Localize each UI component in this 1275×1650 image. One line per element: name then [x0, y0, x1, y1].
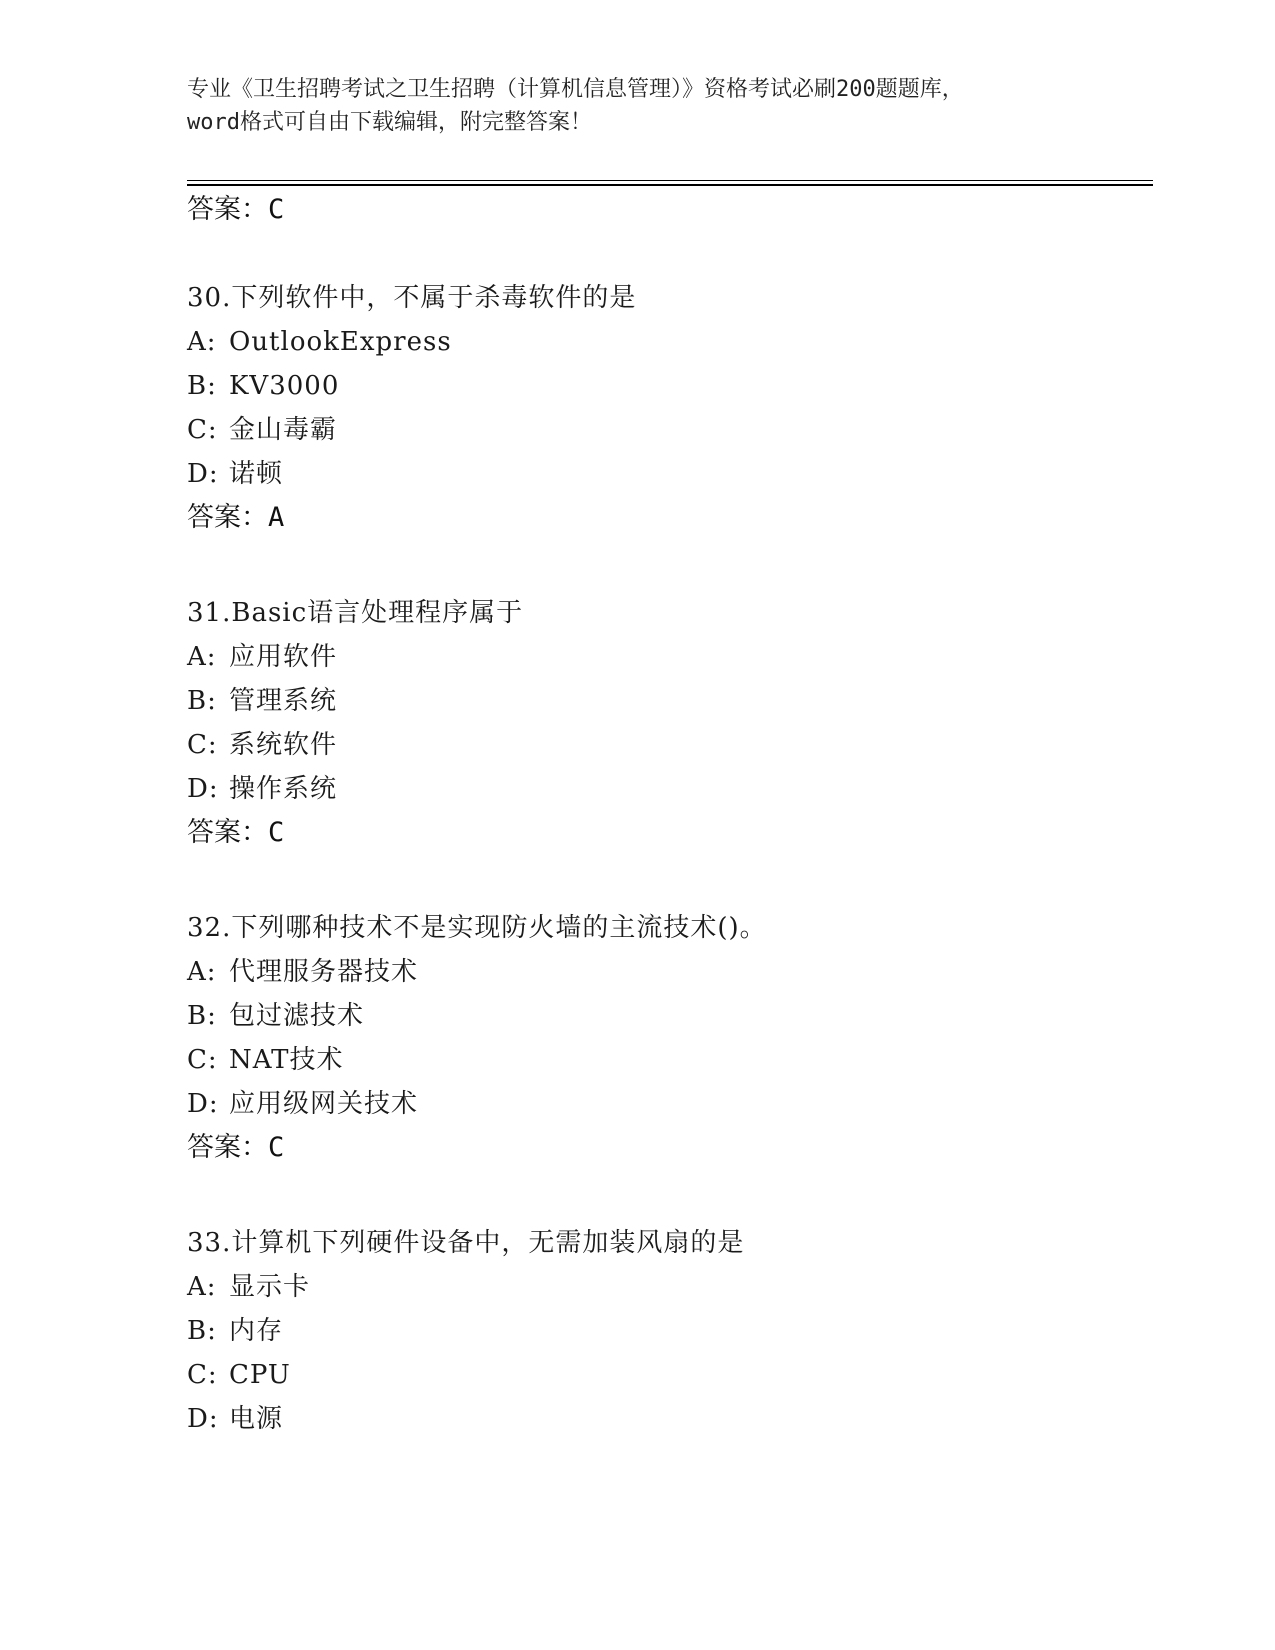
document-header	[187, 73, 1087, 139]
question-32-option-c: C: NAT技术	[187, 1045, 344, 1075]
question-31-option-d: D: 操作系统	[187, 774, 338, 804]
answer-31: 答案：C	[187, 817, 285, 848]
question-32-option-a: A: 代理服务器技术	[187, 957, 419, 987]
question-33-option-a: A: 显示卡	[187, 1272, 311, 1302]
question-31-option-c: C: 系统软件	[187, 730, 338, 760]
question-33-option-b: B: 内存	[187, 1316, 284, 1346]
question-30-option-a: A: OutlookExpress	[187, 327, 452, 357]
header-line-2: word格式可自由下载编辑，附完整答案！	[187, 110, 592, 135]
question-31-stem: 31.Basic语言处理程序属于	[187, 598, 524, 628]
answer-32: 答案：C	[187, 1132, 285, 1163]
question-31-option-a: A: 应用软件	[187, 642, 338, 672]
question-33-option-c: C: CPU	[187, 1360, 291, 1390]
question-32-option-d: D: 应用级网关技术	[187, 1089, 419, 1119]
question-32-option-b: B: 包过滤技术	[187, 1001, 365, 1031]
header-line-1: 专业《卫生招聘考试之卫生招聘（计算机信息管理）》资格考试必刷200题题库，	[187, 77, 964, 102]
question-31-option-b: B: 管理系统	[187, 686, 338, 716]
question-30-option-d: D: 诺顿	[187, 459, 284, 489]
header-divider-thin	[187, 180, 1153, 181]
question-30-stem: 30.下列软件中，不属于杀毒软件的是	[187, 283, 637, 313]
question-33-option-d: D: 电源	[187, 1404, 284, 1434]
question-30-option-b: B: KV3000	[187, 371, 340, 401]
question-33-stem: 33.计算机下列硬件设备中，无需加装风扇的是	[187, 1228, 745, 1258]
question-32-stem: 32.下列哪种技术不是实现防火墙的主流技术()。	[187, 913, 767, 943]
answer-29: 答案：C	[187, 194, 285, 225]
question-30-option-c: C: 金山毒霸	[187, 415, 338, 445]
answer-30: 答案：A	[187, 502, 285, 533]
header-divider-thick	[187, 184, 1153, 186]
